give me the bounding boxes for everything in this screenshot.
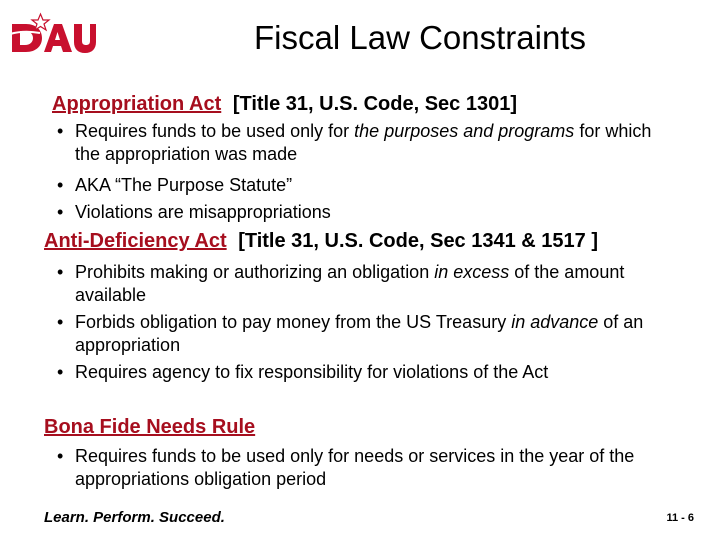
bona-fide-needs-rule-link[interactable]: Bona Fide Needs Rule — [44, 416, 256, 438]
section-appropriation-act — [0, 92, 720, 224]
bullet-icon: • — [57, 446, 64, 466]
section-heading — [0, 92, 720, 116]
list-item: • AKA “The Purpose Statute” — [57, 175, 293, 195]
list-item: • Requires funds to be used only for the purposes and programs for which the appropriation was made — [57, 121, 652, 164]
section-heading — [0, 415, 720, 439]
section-bona-fide-needs-rule — [0, 415, 720, 491]
page-number: 11 - 6 — [666, 512, 694, 524]
list-item: • Forbids obligation to pay money from the US Treasury in advance of an appropriation — [57, 312, 644, 355]
section-citation: [Title 31, U.S. Code, Sec 1301] — [232, 93, 518, 115]
list-item: • Requires agency to fix responsibility for violations of the Act — [57, 362, 549, 382]
bullet-icon: • — [57, 121, 64, 141]
bullet-icon: • — [57, 202, 64, 222]
bullet-icon: • — [57, 175, 64, 195]
bullet-list — [0, 120, 720, 224]
section-heading — [0, 229, 720, 253]
bullet-list — [0, 445, 720, 491]
list-item: • Prohibits making or authorizing an obligation in excess of the amount available — [57, 262, 625, 305]
bullet-icon: • — [57, 262, 64, 282]
dau-logo — [8, 12, 96, 62]
section-citation: [Title 31, U.S. Code, Sec 1341 & 1517 ] — [238, 230, 598, 252]
bullet-list — [0, 261, 720, 384]
bullet-icon: • — [57, 312, 64, 332]
bullet-icon: • — [57, 362, 64, 382]
list-item: • Violations are misappropriations — [57, 202, 331, 222]
list-item: • Requires funds to be used only for needs or services in the year of the appropriations obligation period — [57, 446, 635, 489]
appropriation-act-link[interactable]: Appropriation Act — [52, 93, 222, 115]
anti-deficiency-act-link[interactable]: Anti-Deficiency Act — [44, 230, 227, 252]
section-anti-deficiency-act — [0, 229, 720, 384]
page-title: Fiscal Law Constraints — [254, 19, 586, 56]
footer-tagline: Learn. Perform. Succeed. — [44, 509, 225, 526]
